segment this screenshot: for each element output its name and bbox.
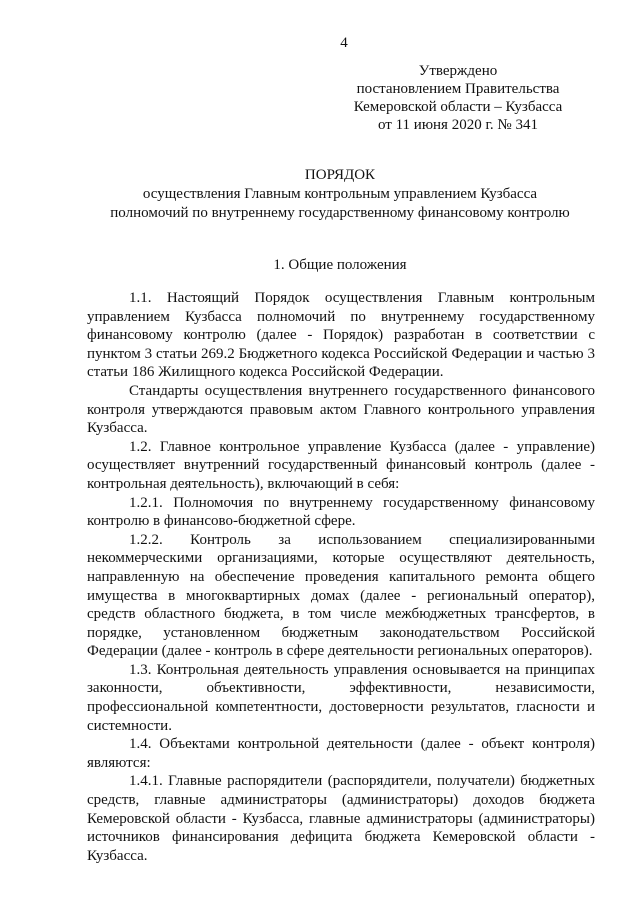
section-heading: 1. Общие положения [273,257,407,273]
title-line: полномочий по внутреннему государственному финансовому контролю [110,205,570,221]
title-heading: ПОРЯДОК [304,167,376,183]
paragraph: 1.2. Главное контрольное управление Кузбасса (далее - управление) осуществляет внутренний государственный финансовый контроль (далее - контрольная деятельность), включающий в себя: [87,438,595,492]
paragraph: 1.4.1. Главные распорядители (распорядители, получатели) бюджетных средств, главные администраторы (администраторы) доходов бюджета Кемеровской области - Кузбасса, главные администраторы (администраторы) источников финансирования дефицита бюджета Кемеровской области - Кузбасса. [87,773,595,864]
paragraph: 1.3. Контрольная деятельность управления основывается на принципах законности, объективности, эффективности, независимости, профессиональной компетентности, достоверности результатов, гласности и системности. [87,661,595,734]
paragraph: 1.2.2. Контроль за использованием специализированными некоммерческими организациями, которые осуществляют деятельность, направленную на обеспечение проведения капитального ремонта общего имущества в многоквартирных домах (далее - региональный оператор), средств областного бюджета, в том числе межбюджетных трансфертов, в порядке, установленном бюджетным законодательством Российской Федерации (далее - контроль в сфере деятельности региональных операторов). [87,531,595,660]
approval-line: Утверждено [418,63,498,79]
document-body [87,289,595,865]
paragraph: 1.2.1. Полномочия по внутреннему государственному финансовому контролю в финансово-бюджетной сфере. [87,494,595,530]
title-line: осуществления Главным контрольным управлением Кузбасса [142,186,538,202]
approval-stamp [348,62,568,134]
page-number: 4 [340,35,348,51]
approval-line: постановлением Правительства [356,81,560,97]
approval-line: от 11 июня 2020 г. № 341 [378,117,538,133]
paragraph: Стандарты осуществления внутреннего государственного финансового контроля утверждаются правовым актом Главного контрольного управления Кузбасса. [87,382,595,437]
approval-line: Кемеровской области – Кузбасса [353,99,563,115]
paragraph: 1.1. Настоящий Порядок осуществления Главным контрольным управлением Кузбасса полномочий по внутреннему государственному финансовому контролю (далее - Порядок) разработан в соответствии с пунктом 3 статьи 269.2 Бюджетного кодекса Российской Федерации и частью 3 статьи 186 Жилищного кодекса Российской Федерации. [87,290,595,381]
paragraph: 1.4. Объектами контрольной деятельности (далее - объект контроля) являются: [87,736,595,771]
document-title [60,166,620,223]
